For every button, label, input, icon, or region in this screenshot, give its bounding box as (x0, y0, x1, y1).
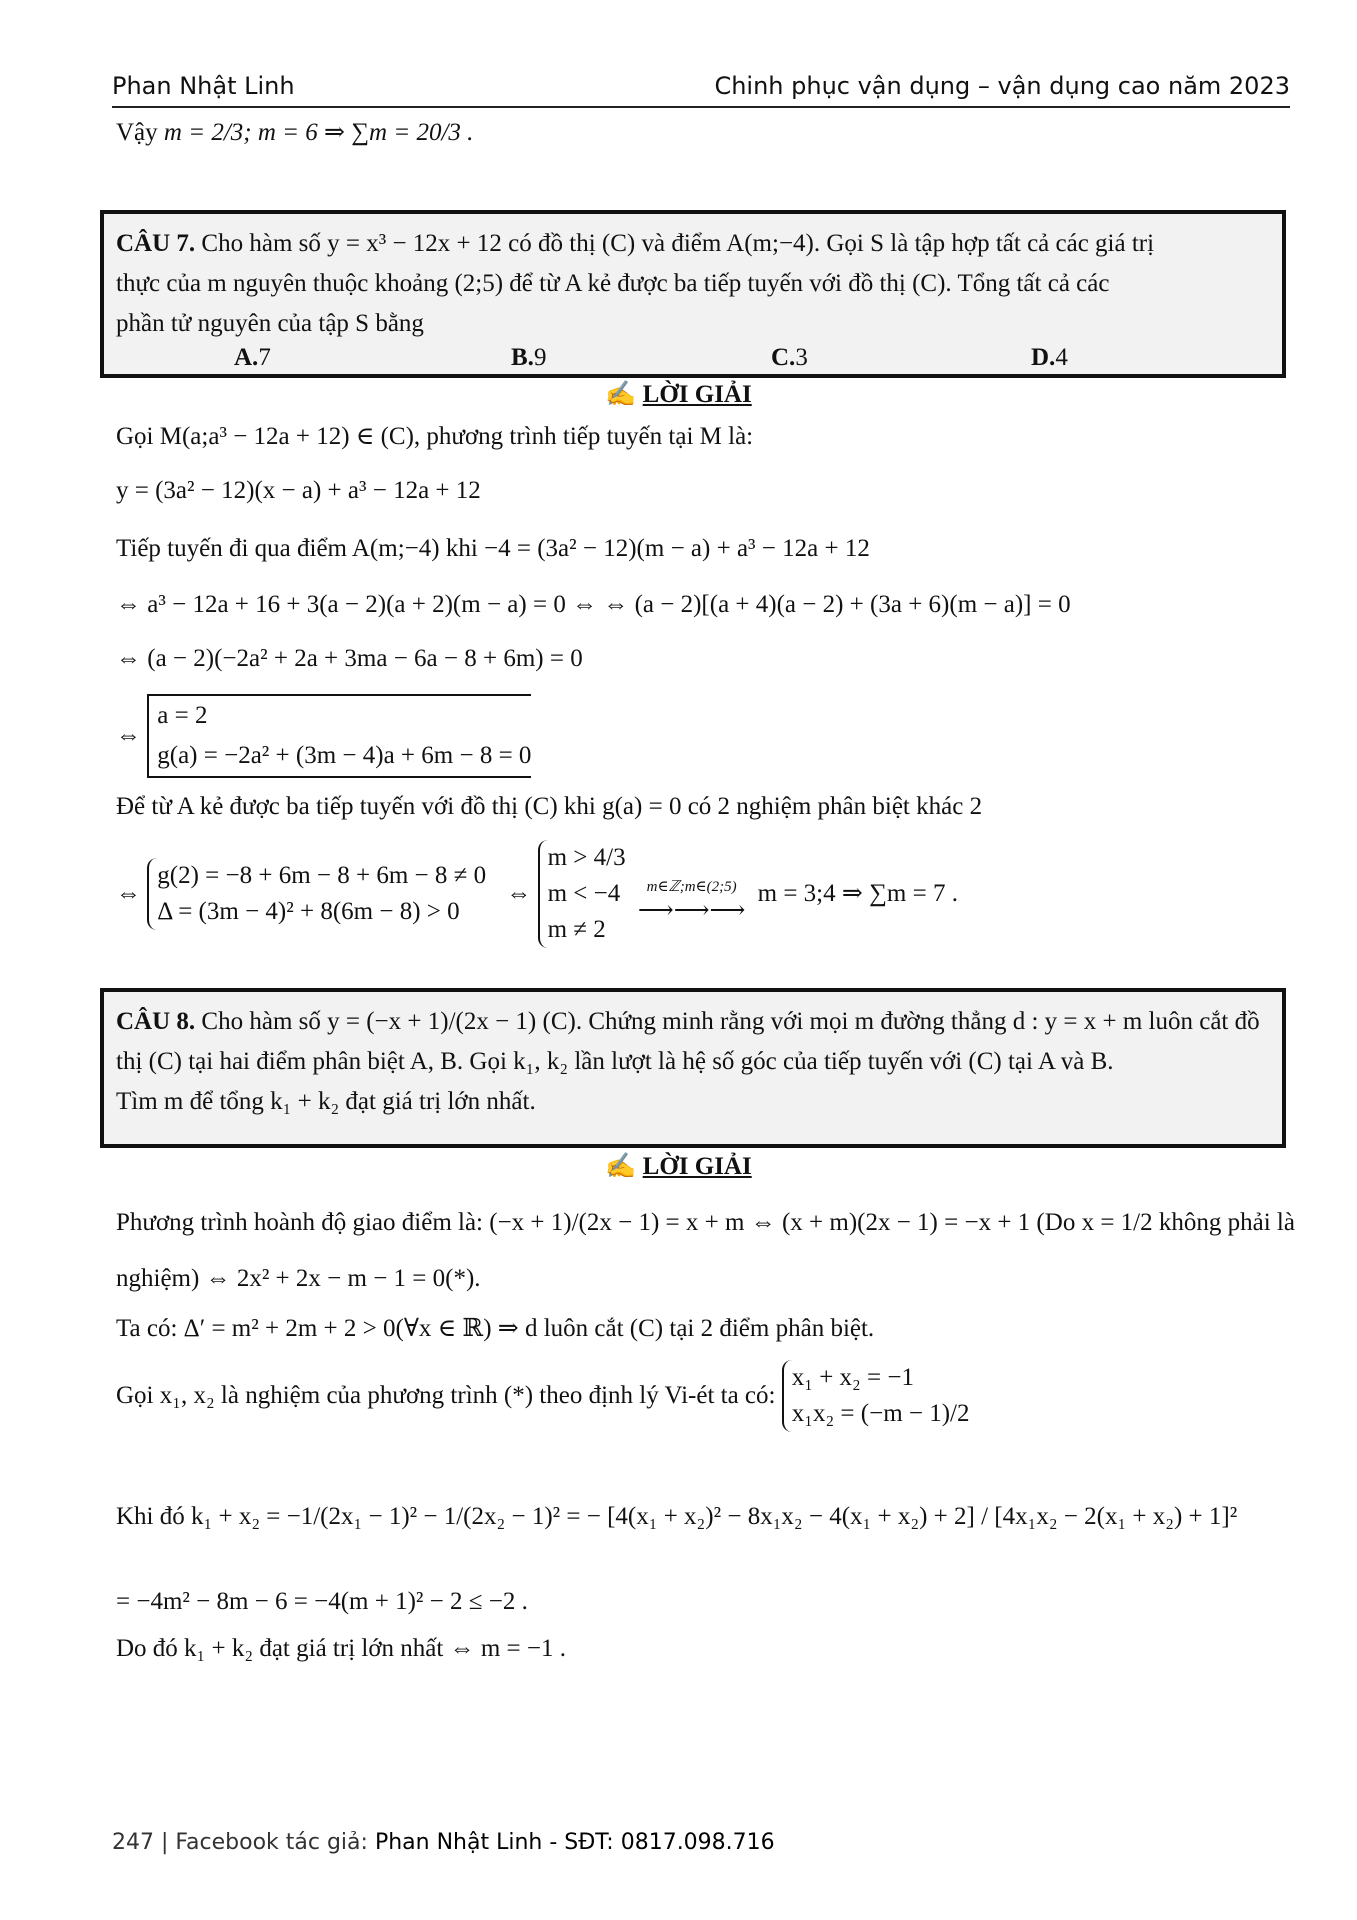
sol8-line-6: = −4m² − 8m − 6 = −4(m + 1)² − 2 ≤ −2 . (116, 1588, 528, 1615)
case-1: a = 2 (157, 702, 208, 729)
sol8-line-2: nghiệm) ⇔ 2x² + 2x − m − 1 = 0(*). (116, 1265, 481, 1292)
footer-author: Phan Nhật Linh - SĐT: 0817.098.716 (374, 1830, 775, 1855)
header-title: Chinh phục vận dụng – vận dụng cao năm 2023 (714, 72, 1290, 100)
vieta-sum: x₁ + x₂ = −1 (791, 1364, 914, 1391)
page-header (112, 66, 1290, 108)
solution-cond-2: m < −4 (547, 880, 621, 907)
case-2: g(a) = −2a² + (3m − 4)a + 6m − 8 = 0 (157, 742, 532, 769)
page-footer: 247 | Facebook tác giả: Phan Nhật Linh - SĐT: 0817.098.716 (112, 1830, 775, 1855)
solution-system (538, 840, 626, 948)
intro-line (116, 116, 473, 150)
q7-label: CÂU 7. (116, 230, 196, 257)
q7-option-c: C. 3 (771, 344, 808, 371)
sol7-line-7: Để từ A kẻ được ba tiếp tuyến với đồ thị (C) khi g(a) = 0 có 2 nghiệm phân biệt khác 2 (116, 793, 983, 820)
condition-1: g(2) = −8 + 6m − 8 + 6m − 8 ≠ 0 (157, 862, 487, 889)
sol7-line-5: ⇔ (a − 2)(−2a² + 2a + 3ma − 6a − 8 + 6m) = 0 (116, 645, 583, 672)
question-7-box (100, 210, 1286, 378)
case-bracket (147, 694, 531, 778)
pencil-icon: ✍ (605, 1153, 637, 1180)
q7-option-a: A. 7 (234, 344, 271, 371)
vieta-product: x₁x₂ = (−m − 1)/2 (791, 1400, 970, 1427)
q8-line-1 (116, 1002, 1270, 1042)
solution-cond-3: m ≠ 2 (547, 916, 606, 943)
implication-arrow: m∈ℤ;m∈(2;5) ⟶⟶⟶ (637, 879, 746, 924)
condition-2: Δ = (3m − 4)² + 8(6m − 8) > 0 (157, 898, 460, 925)
solution-heading-7: ✍ LỜI GIẢI (605, 381, 752, 408)
sol8-vieta (116, 1360, 970, 1432)
intro-result: m = 2/3; m = 6 ⇒ ∑m = 20/3 . (163, 119, 474, 146)
sol7-case-split: ⇔ a = 2 g(a) = −2a² + (3m − 4)a + 6m − 8 = 0 (116, 694, 531, 778)
footer-fb: Facebook tác giả: (175, 1830, 368, 1855)
q7-text-1: Cho hàm số y = x³ − 12x + 12 có đồ thị (C) và điểm A(m;−4). Gọi S là tập hợp tất cả các giá trị (201, 230, 1155, 257)
sol7-line-4: ⇔ a³ − 12a + 16 + 3(a − 2)(a + 2)(m − a) = 0 ⇔ ⇔ (a − 2)[(a + 4)(a − 2) + (3a + 6)(m − a)] = 0 (116, 591, 1071, 618)
page-number: 247 (112, 1830, 154, 1855)
q8-line-3: Tìm m để tổng k₁ + k₂ đạt giá trị lớn nhất. (116, 1088, 536, 1115)
header-author: Phan Nhật Linh (112, 72, 295, 100)
solution-cond-1: m > 4/3 (547, 844, 626, 871)
sol7-line-2: y = (3a² − 12)(x − a) + a³ − 12a + 12 (116, 477, 481, 504)
sol7-result: m = 3;4 ⇒ ∑m = 7 . (757, 880, 958, 907)
sol8-line-7: Do đó k₁ + k₂ đạt giá trị lớn nhất ⇔ m = −1 . (116, 1635, 566, 1662)
sol7-system: ⇔ g(2) = −8 + 6m − 8 + 6m − 8 ≠ 0 Δ = (3m − 4)² + 8(6m − 8) > 0 ⇔ m > 4/3 m < −4 m ≠ 2 m∈ℤ;m∈(2;5) ⟶⟶⟶ m = 3;4 ⇒ ∑m = 7 . (116, 840, 958, 948)
q8-label: CÂU 8. (116, 1008, 196, 1035)
q7-line-1 (116, 224, 1270, 264)
sol7-line-1: Gọi M(a;a³ − 12a + 12) ∈ (C), phương trình tiếp tuyến tại M là: (116, 423, 754, 450)
q7-line-3: phần tử nguyên của tập S bằng (116, 310, 424, 337)
q8-text-1: Cho hàm số y = (−x + 1)/(2x − 1) (C). Chứng minh rằng với mọi m đường thẳng d : y = x + m luôn cắt đồ (201, 1008, 1260, 1035)
intro-prefix: Vậy (116, 119, 158, 146)
sol7-line-3: Tiếp tuyến đi qua điểm A(m;−4) khi −4 = (3a² − 12)(m − a) + a³ − 12a + 12 (116, 535, 870, 562)
q7-line-2: thực của m nguyên thuộc khoảng (2;5) để từ A kẻ được ba tiếp tuyến với đồ thị (C). Tổng tất cả các (116, 270, 1110, 297)
vieta-system (782, 1360, 970, 1432)
solution-heading-8: ✍ LỜI GIẢI (605, 1153, 752, 1180)
q8-line-2: thị (C) tại hai điểm phân biệt A, B. Gọi k₁, k₂ lần lượt là hệ số góc của tiếp tuyến với (C) tại A và B. (116, 1048, 1114, 1075)
q7-option-d: D. 4 (1031, 344, 1068, 371)
q7-options (116, 344, 1270, 374)
condition-system (147, 858, 486, 930)
sol8-line-1: Phương trình hoành độ giao điểm là: (−x + 1)/(2x − 1) = x + m ⇔ (x + m)(2x − 1) = −x + 1 (Do x = 1/2 không phải là (116, 1209, 1295, 1236)
question-8-box (100, 988, 1286, 1148)
sol8-line-4: Gọi x₁, x₂ là nghiệm của phương trình (*) theo định lý Vi-ét ta có: (116, 1382, 776, 1409)
pencil-icon: ✍ (605, 381, 637, 408)
sol8-line-3: Ta có: Δ′ = m² + 2m + 2 > 0(∀x ∈ ℝ) ⇒ d luôn cắt (C) tại 2 điểm phân biệt. (116, 1315, 875, 1342)
q7-option-b: B. 9 (511, 344, 547, 371)
sol8-line-5: Khi đó k₁ + x₂ = −1/(2x₁ − 1)² − 1/(2x₂ − 1)² = − [4(x₁ + x₂)² − 8x₁x₂ − 4(x₁ + x₂) + 2] / [4x₁x₂ − 2(x₁ + x₂) + 1]² (116, 1503, 1238, 1530)
